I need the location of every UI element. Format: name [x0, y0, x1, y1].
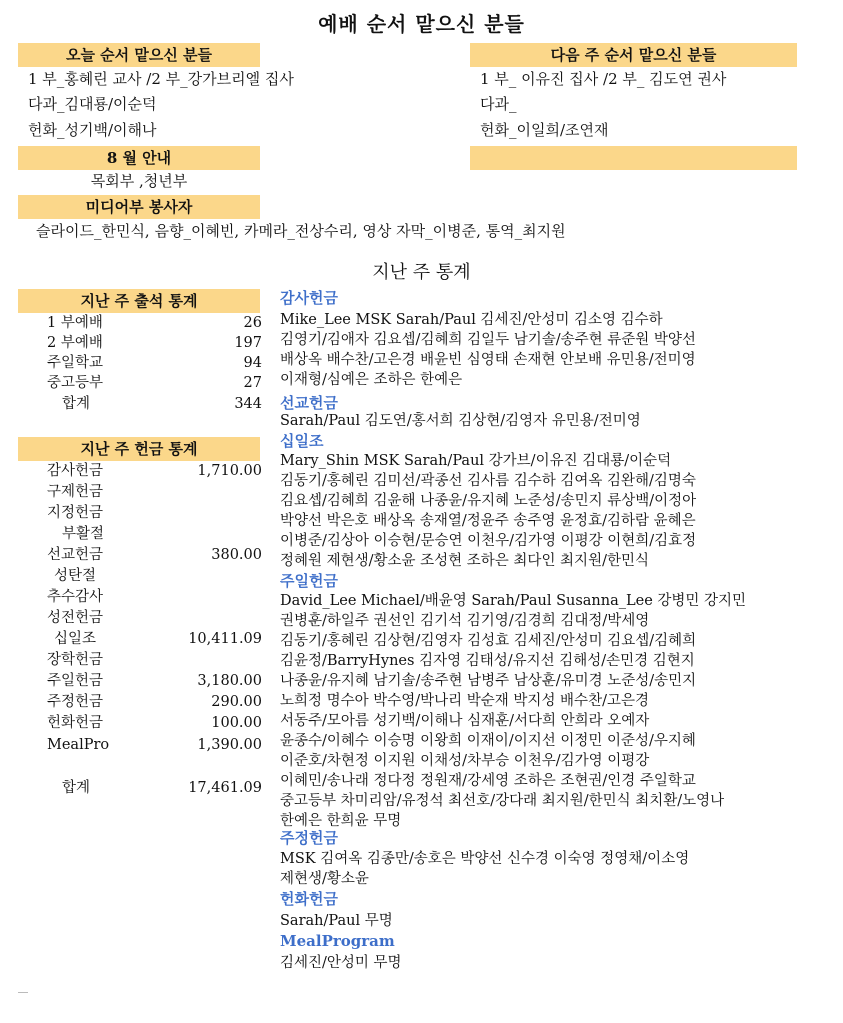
donor-line: 박양선 박은호 배상옥 송재열/정윤주 송주영 윤정효/김하람 윤혜은	[280, 513, 696, 529]
section-text-weekly	[280, 849, 825, 889]
section-heading-weekly: 주정헌금	[280, 829, 338, 847]
attendance-label: 2 부예배	[47, 335, 103, 351]
offering-value: 100.00	[211, 715, 262, 731]
offering-total-value: 17,461.09	[188, 780, 262, 796]
offering-label: 성전헌금	[47, 610, 104, 626]
today-header: 오늘 순서 맡으신 분들	[18, 43, 260, 67]
offering-label: 장학헌금	[47, 652, 104, 668]
donor-line: 중고등부 차미리암/유정석 최선호/강다래 최지원/한민식 최치환/노영나	[280, 793, 725, 809]
section-text-mealprogram	[280, 953, 825, 973]
attendance-label: 중고등부	[47, 375, 104, 391]
today-line-3: 헌화_성기백/이해나	[28, 121, 157, 139]
donor-line: 김동기/홍혜린 김상현/김영자 김성효 김세진/안성미 김요셉/김혜희	[280, 633, 697, 649]
donor-line: 배상옥 배수찬/고은경 배윤빈 심영태 손재현 안보배 유민용/전미영	[280, 352, 696, 368]
attendance-value: 27	[243, 375, 262, 391]
section-heading-mission: 선교헌금	[280, 394, 338, 412]
section-text-gratitude	[280, 310, 825, 390]
donor-line: MSK 김여옥 김종만/송호은 박양선 신수경 이숙영 정영채/이소영	[280, 851, 690, 867]
donor-line: Mike_Lee MSK Sarah/Paul 김세진/안성미 김소영 김수하	[280, 312, 663, 328]
next-line-2: 다과_	[480, 95, 517, 113]
august-header: 8 월 안내	[18, 146, 260, 170]
section-text-sunday	[280, 591, 825, 831]
offering-label: 선교헌금	[47, 547, 104, 563]
donor-line: 김세진/안성미 무명	[280, 955, 402, 971]
section-text-mission	[280, 411, 825, 431]
media-text: 슬라이드_한민식, 음향_이혜빈, 카메라_전상수리, 영상 자막_이병준, 통역_최지원	[36, 222, 566, 240]
section-heading-gratitude: 감사헌금	[280, 289, 338, 307]
offering-label: 추수감사	[47, 589, 104, 605]
stats-title: 지난 주 통계	[372, 262, 471, 283]
offering-label: 주정헌금	[47, 694, 104, 710]
offering-value: 380.00	[211, 547, 262, 563]
attendance-header: 지난 주 출석 통계	[18, 289, 260, 313]
today-line-1: 1 부_홍혜린 교사 /2 부_강가브리엘 집사	[28, 70, 294, 88]
donor-line: 윤종수/이혜수 이승명 이왕희 이재이/이지선 이정민 이준성/우지혜	[280, 733, 696, 749]
offering-label: 부활절	[62, 526, 105, 542]
section-heading-mealprogram: MealProgram	[280, 932, 395, 950]
donor-line: 이준호/차현정 이지원 이채성/차부승 이천우/김가영 이평강	[280, 753, 650, 769]
donor-line: 노희정 명수아 박수영/박나리 박순재 박지성 배수찬/고은경	[280, 693, 649, 709]
offering-label: 헌화헌금	[47, 715, 104, 731]
attendance-total-label: 합계	[62, 396, 91, 412]
donor-line: 이병준/김상아 이승현/문승연 이천우/김가영 이평강 이현희/김효정	[280, 533, 697, 549]
attendance-value: 26	[243, 315, 262, 331]
donor-line: 이재형/심예은 조하은 한예은	[280, 372, 463, 388]
attendance-label: 주일학교	[47, 355, 104, 371]
offering-value: 1,390.00	[197, 737, 262, 753]
offering-value: 290.00	[211, 694, 262, 710]
next-line-1: 1 부_ 이유진 집사 /2 부_ 김도연 권사	[480, 70, 727, 88]
section-heading-tithe: 십일조	[280, 432, 324, 450]
today-line-2: 다과_김대룡/이순덕	[28, 95, 157, 113]
media-header: 미디어부 봉사자	[18, 195, 260, 219]
section-text-tithe	[280, 451, 825, 571]
donor-line: 나종윤/유지혜 남기솔/송주현 남병주 남상훈/유미경 노준성/송민지	[280, 673, 697, 689]
offering-value: 1,710.00	[197, 463, 262, 479]
offering-value: 3,180.00	[197, 673, 262, 689]
offering-label: 성탄절	[54, 568, 97, 584]
donor-line: 정혜원 제현생/황소윤 조성현 조하은 최다인 최지원/한민식	[280, 553, 649, 569]
offering-label: MealPro	[47, 737, 110, 753]
offering-label: 십일조	[54, 631, 97, 647]
offering-label: 감사헌금	[47, 463, 104, 479]
offering-label: 구제헌금	[47, 484, 104, 500]
page-title: 예배 순서 맡으신 분들	[318, 12, 525, 36]
donor-line: 이혜민/송나래 정다정 정원재/강세영 조하은 조현권/인경 주일학교	[280, 773, 696, 789]
attendance-label: 1 부예배	[47, 315, 103, 331]
donor-line: Sarah/Paul 무명	[280, 913, 393, 929]
attendance-total-value: 344	[234, 396, 262, 412]
offering-label: 주일헌금	[47, 673, 104, 689]
next-line-3: 헌화_이일희/조연재	[480, 121, 609, 139]
next-header: 다음 주 순서 맡으신 분들	[470, 43, 797, 67]
section-text-flower	[280, 911, 825, 931]
section-heading-flower: 헌화헌금	[280, 890, 338, 908]
donor-line: 서동주/모아름 성기백/이해나 심재훈/서다희 안희라 오예자	[280, 713, 650, 729]
donor-line: David_Lee Michael/배윤영 Sarah/Paul Susanna_Lee 강병민 강지민	[280, 593, 747, 609]
divider	[18, 992, 28, 993]
offering-header: 지난 주 헌금 통계	[18, 437, 260, 461]
donor-line: 김요셉/김혜희 김윤해 나종윤/유지혜 노준성/송민지 류상백/이정아	[280, 493, 697, 509]
donor-line: 김동기/홍혜린 김미선/곽종선 김사름 김수하 김여옥 김완해/김명숙	[280, 473, 696, 489]
donor-line: 김영기/김애자 김요셉/김혜희 김일두 남기솔/송주현 류준원 박양선	[280, 332, 696, 348]
august-text: 목회부 ,청년부	[90, 172, 188, 190]
donor-line: Sarah/Paul 김도연/홍서희 김상현/김영자 유민용/전미영	[280, 413, 641, 429]
offering-label: 지정헌금	[47, 505, 104, 521]
section-heading-sunday: 주일헌금	[280, 572, 338, 590]
attendance-value: 197	[234, 335, 262, 351]
donor-line: Mary_Shin MSK Sarah/Paul 강가브/이유진 김대룡/이순덕	[280, 453, 672, 469]
donor-line: 권병훈/하일주 권선인 김기석 김기영/김경희 김대정/박세영	[280, 613, 650, 629]
offering-value: 10,411.09	[188, 631, 262, 647]
next-blank-header	[470, 146, 797, 170]
donor-line: 한예은 한희윤 무명	[280, 813, 402, 829]
attendance-value: 94	[243, 355, 262, 371]
donor-line: 김윤정/BarryHynes 김자영 김태성/유지선 김해성/손민경 김현지	[280, 653, 695, 669]
donor-line: 제현생/황소윤	[280, 871, 369, 887]
offering-total-label: 합계	[62, 780, 91, 796]
